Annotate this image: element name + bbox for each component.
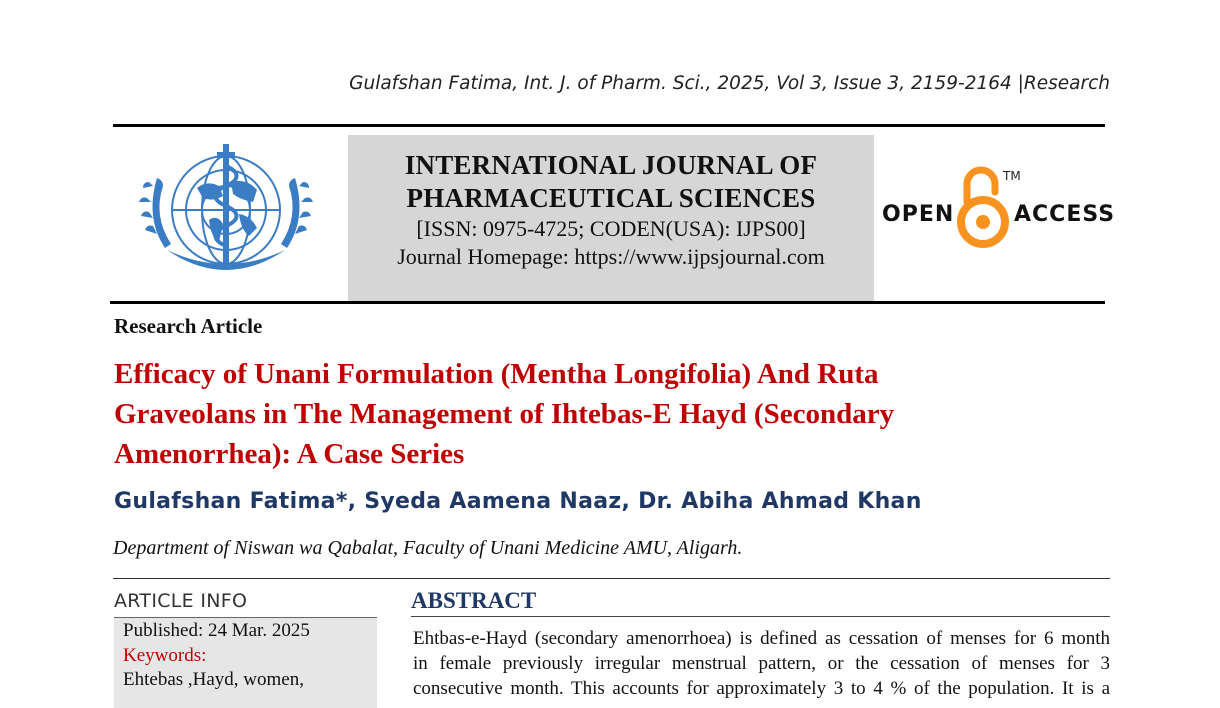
abstract-line: in female previously irregular menstrual pattern, or the cessation of menses for 3 — [413, 653, 1110, 674]
article-title — [114, 354, 1014, 474]
masthead-bottom-rule — [110, 301, 1105, 304]
journal-masthead — [348, 135, 874, 301]
published-date: Published: 24 Mar. 2025 — [123, 620, 310, 641]
abstract-body — [413, 626, 1110, 701]
abstract-rule — [411, 616, 1110, 617]
open-access-access-text: ACCESS — [1014, 202, 1116, 227]
open-access-tm: TM — [1003, 169, 1021, 183]
journal-homepage: Journal Homepage: https://www.ijpsjournal.com — [397, 244, 825, 269]
journal-title-line-1: INTERNATIONAL JOURNAL OF — [404, 150, 818, 180]
abstract-line: Ehtbas-e-Hayd (secondary amenorrhoea) is defined as cessation of menses for 6 month — [413, 628, 1110, 649]
running-head: Gulafshan Fatima, Int. J. of Pharm. Sci., 2025, Vol 3, Issue 3, 2159-2164 |Research — [349, 73, 1110, 94]
who-style-emblem-icon — [127, 138, 325, 288]
keywords-value: Ehtebas ,Hayd, women, — [123, 669, 304, 690]
article-title-line: Graveolans in The Management of Ihtebas-E Hayd (Secondary — [114, 398, 895, 430]
article-title-line: Efficacy of Unani Formulation (Mentha Longifolia) And Ruta — [114, 358, 879, 390]
open-access-open-text: OPEN — [882, 202, 955, 227]
article-type: Research Article — [114, 314, 263, 338]
section-divider — [113, 578, 1110, 579]
journal-title-line-2: PHARMACEUTICAL SCIENCES — [406, 183, 816, 213]
journal-issn: [ISSN: 0975-4725; CODEN(USA): IJPS00] — [416, 216, 806, 241]
article-info-heading: ARTICLE INFO — [114, 590, 248, 612]
article-affiliation: Department of Niswan wa Qabalat, Faculty of Unani Medicine AMU, Aligarh. — [113, 537, 743, 559]
keywords-label: Keywords: — [123, 645, 207, 666]
article-authors: Gulafshan Fatima*, Syeda Aamena Naaz, Dr. Abiha Ahmad Khan — [114, 489, 922, 514]
article-title-line: Amenorrhea): A Case Series — [114, 438, 465, 470]
abstract-heading: ABSTRACT — [411, 588, 537, 613]
abstract-line: consecutive month. This accounts for approximately 3 to 4 % of the population. It is a — [413, 678, 1110, 699]
masthead-top-rule — [113, 124, 1105, 127]
